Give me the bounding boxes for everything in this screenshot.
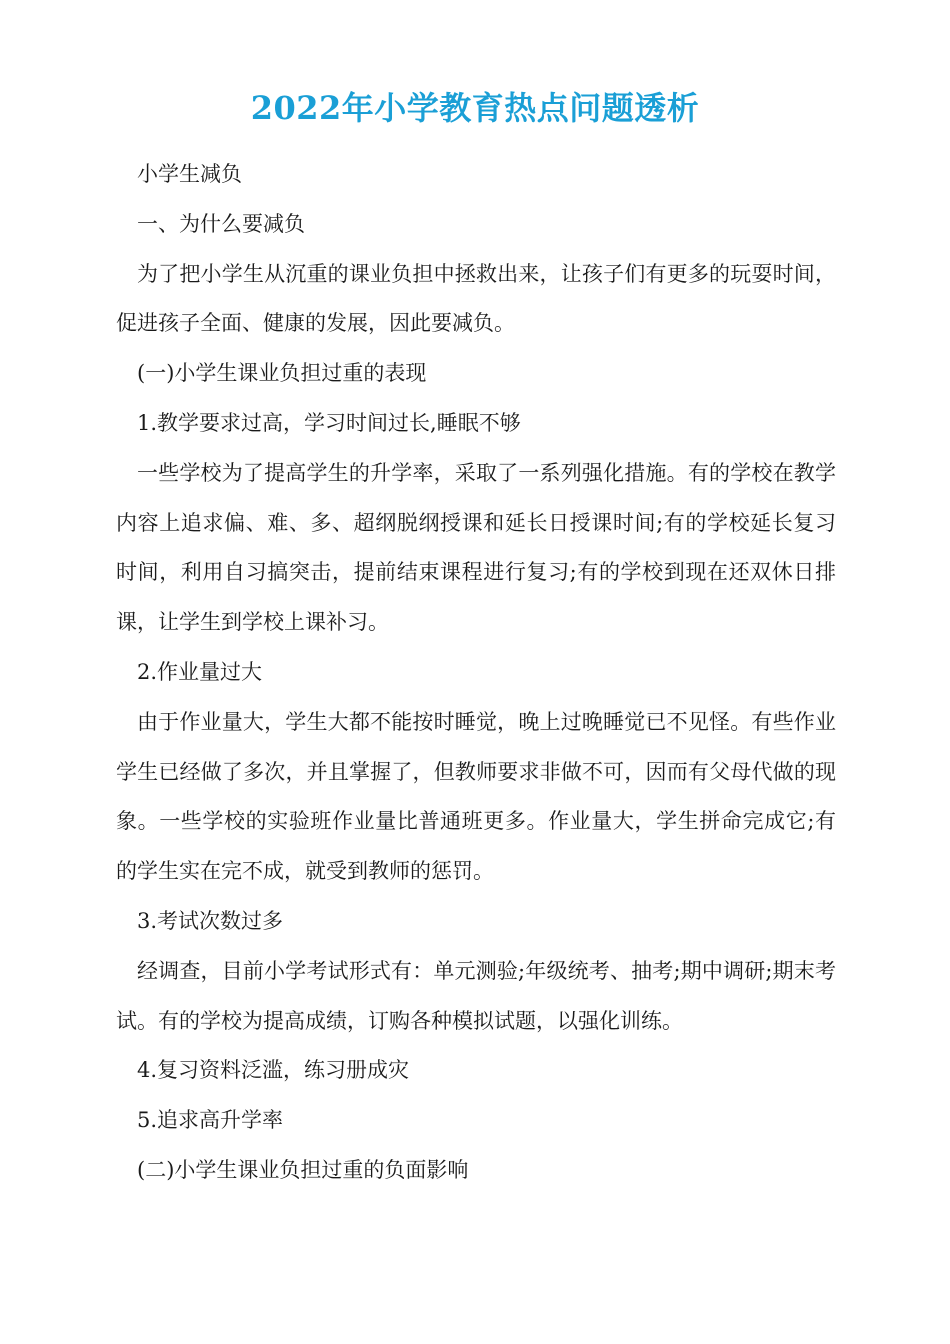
paragraph-body: 由于作业量大，学生大都不能按时睡觉，晚上过晚睡觉已不见怪。有些作业学生已经做了多次，并且掌握了，但教师要求非做不可，因而有父母代做的现象。一些学校的实验班作业量比普通班更多。作业量大，学生拼命完成它;有的学生实在完不成，就受到教师的惩罚。 [116, 709, 836, 884]
paragraph-heading-why: 一、为什么要减负 [137, 211, 305, 236]
paragraph-body: 经调查，目前小学考试形式有：单元测验;年级统考、抽考;期中调研;期末考试。有的学校为提高成绩，订购各种模拟试题，以强化训练。 [116, 958, 836, 1033]
paragraph-item-3: 3.考试次数过多 [137, 908, 284, 933]
document-body [116, 150, 836, 1196]
paragraph-item-1: 1.教学要求过高，学习时间过长,睡眠不够 [137, 410, 521, 435]
paragraph-body: 一些学校为了提高学生的升学率，采取了一系列强化措施。有的学校在教学内容上追求偏、难、多、超纲脱纲授课和延长日授课时间;有的学校延长复习时间，利用自习搞突击，提前结束课程进行复习;有的学校到现在还双休日排课，让学生到学校上课补习。 [116, 460, 836, 635]
document-title: 2022年小学教育热点问题透析 [250, 89, 700, 127]
paragraph-subheading: (二)小学生课业负担过重的负面影响 [137, 1157, 469, 1182]
paragraph-item-5: 5.追求高升学率 [137, 1108, 284, 1133]
paragraph-item-4: 4.复习资料泛滥，练习册成灾 [137, 1058, 410, 1083]
paragraph-body: 为了把小学生从沉重的课业负担中拯救出来，让孩子们有更多的玩耍时间，促进孩子全面、健康的发展，因此要减负。 [116, 261, 836, 336]
paragraph-section-heading: 小学生减负 [137, 162, 242, 186]
paragraph-subheading: (一)小学生课业负担过重的表现 [137, 361, 427, 386]
paragraph-item-2: 2.作业量过大 [137, 659, 263, 684]
